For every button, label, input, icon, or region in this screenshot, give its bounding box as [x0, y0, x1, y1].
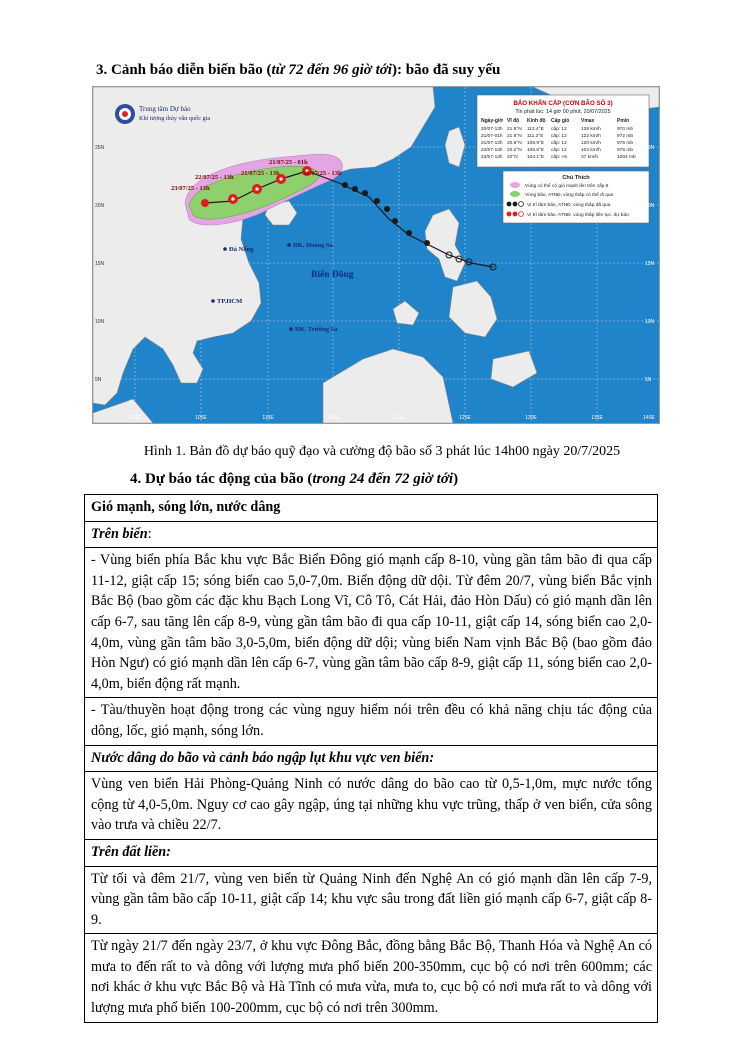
- svg-text:975 mb: 975 mb: [617, 141, 633, 146]
- svg-text:104 km/h: 104 km/h: [581, 148, 601, 153]
- sea-para1-cell: - Vùng biển phía Bắc khu vực Bắc Biển Đông gió mạnh cấp 8-10, vùng gần tâm bão đi qua cấp 11-12, giật cấp 15; sóng biển cao 5,0-7,0m. Biển động dữ dội. Từ đêm 20/7, vùng biển Bắc vịnh Bắc Bộ (bao gồm các đặc khu Bạch Long Vĩ, Cô Tô, Cát Hải, đảo Hòn Dấu) có gió mạnh dần lên cấp 6-7, sau tăng lên cấp 8-9, vùng gần tâm bão đi qua cấp 10-11, giật cấp 14, sóng biển cao 2,0-4,0m, vùng gần tâm bão 3,0-5,0m, biển động dữ dội; vùng biển Nam vịnh Bắc Bộ (bao gồm đảo Hòn Ngư) có gió mạnh dần lên cấp 6-7, vùng gần tâm bão cấp 8-9, giật cấp 11, sóng biển cao 2,0-4,0m, biển động rất mạnh.: [85, 548, 658, 698]
- svg-text:15N: 15N: [645, 261, 655, 267]
- past-position: [406, 230, 412, 236]
- past-position: [392, 218, 398, 224]
- figure-caption: Hình 1. Bản đồ dự báo quỹ đạo và cường độ bão số 3 phát lúc 14h00 ngày 20/7/2025: [143, 444, 621, 459]
- track-label: 22/07/25 - 13h: [195, 174, 234, 181]
- agency-name-line2: Khí tượng thủy văn quốc gia: [139, 115, 211, 122]
- section-3-prefix: 3. Cảnh báo diễn biến bão (: [96, 62, 272, 78]
- impact-header-cell: Gió mạnh, sóng lớn, nước dâng: [85, 495, 658, 522]
- svg-text:cấp: 12: cấp: 12: [551, 141, 567, 146]
- svg-text:108.9°E: 108.9°E: [527, 141, 545, 146]
- section-3-italic: từ 72 đến 96 giờ tới: [271, 62, 392, 78]
- impact-row-sea-para1: [85, 548, 658, 698]
- sea-heading-colon: :: [147, 525, 152, 542]
- svg-text:cấp: 12: cấp: 12: [551, 134, 567, 139]
- bulletin-title: BẢO KHẨN CẤP (CƠN BÃO SỐ 3): [513, 100, 613, 107]
- map-svg: [93, 87, 659, 423]
- forecast-position: [201, 199, 209, 207]
- track-label: 23/07/25 - 13h: [171, 185, 210, 192]
- sea-para2-cell: - Tàu/thuyền hoạt động trong các vùng nguy hiểm nói trên đều có khả năng chịu tác động của dông, lốc, gió mạnh, sóng lớn.: [85, 698, 658, 745]
- past-position: [342, 182, 348, 188]
- svg-text:Pmin: Pmin: [617, 118, 630, 124]
- svg-text:21.6°N: 21.6°N: [507, 134, 522, 139]
- svg-text:25N: 25N: [95, 145, 105, 151]
- svg-text:25N: 25N: [645, 145, 655, 151]
- svg-text:10N: 10N: [95, 319, 105, 325]
- legend-storm-swatch: [510, 191, 520, 197]
- svg-text:21/07-01h: 21/07-01h: [481, 134, 503, 139]
- land-heading-cell: Trên đất liền:: [85, 839, 658, 866]
- track-label: 20/07/25 - 13h: [303, 170, 342, 177]
- section-4-heading: [130, 471, 458, 488]
- svg-text:20.8°N: 20.8°N: [507, 141, 522, 146]
- svg-text:21.9°N: 21.9°N: [507, 127, 522, 132]
- svg-text:104.1°E: 104.1°E: [527, 155, 545, 160]
- svg-text:21/07-13h: 21/07-13h: [481, 141, 503, 146]
- svg-text:106.6°E: 106.6°E: [527, 148, 545, 153]
- svg-text:1004 mb: 1004 mb: [617, 155, 636, 160]
- agency-name-line1: Trung tâm Dự báo: [139, 105, 191, 113]
- past-position: [384, 206, 390, 212]
- svg-text:20/07-13h: 20/07-13h: [481, 127, 503, 132]
- impact-row-land-para: [85, 866, 658, 934]
- svg-text:972 mb: 972 mb: [617, 134, 633, 139]
- section-4-suffix: ): [453, 471, 459, 487]
- svg-text:cấp: <6: cấp: <6: [551, 155, 567, 160]
- agency-logo: [115, 104, 135, 124]
- legend-item: Vùng có thể có gió mạnh lên trên cấp 6: [525, 184, 609, 189]
- svg-text:970 mb: 970 mb: [617, 127, 633, 132]
- svg-text:Cấp gió: Cấp gió: [551, 118, 570, 124]
- sea-heading: Trên biển: [91, 525, 148, 542]
- legend-wind-swatch: [510, 182, 520, 188]
- svg-text:20N: 20N: [645, 203, 655, 209]
- svg-text:120E: 120E: [393, 415, 405, 421]
- bulletin-issued: Tin phát lúc: 14 giờ 00 phút, 20/07/2025: [515, 109, 611, 115]
- impact-row-surge-para: [85, 772, 658, 840]
- rain-para-cell: Từ ngày 21/7 đến ngày 23/7, ở khu vực Đông Bắc, đồng bằng Bắc Bộ, Thanh Hóa và Nghệ An có mưa to đến rất to và dông với lượng mưa phổ biến 200-350mm, cục bộ có nơi trên 600mm; các nơi khác ở khu vực Bắc Bộ và Hà Tĩnh có mưa vừa, mưa to, cục bộ có nơi mưa rất to và dông với lượng mưa phổ biến 100-200mm, cục bộ có nơi trên 300mm.: [85, 934, 658, 1022]
- agency-logo-core: [122, 111, 128, 117]
- svg-text:cấp: 12: cấp: 12: [551, 148, 567, 153]
- place-truong-sa: ĐK. Trường Sa: [295, 326, 338, 333]
- place-tp-hcm: TP.HCM: [217, 298, 243, 305]
- place-bien-dong: Biển Đông: [311, 270, 354, 280]
- land-para-cell: Từ tối và đêm 21/7, vùng ven biển từ Quảng Ninh đến Nghệ An có gió mạnh dần lên cấp 7-9, vùng gần tâm bão cấp 10-11, giật cấp 14; khu vực sâu trong đất liền gió mạnh cấp 6-7, giật cấp 8-9.: [85, 866, 658, 934]
- svg-text:22/07-13h: 22/07-13h: [481, 148, 503, 153]
- past-position: [352, 186, 358, 192]
- svg-text:Vmax: Vmax: [581, 118, 595, 124]
- surge-heading-cell: Nước dâng do bão và cảnh báo ngập lụt khu vực ven biển:: [85, 745, 658, 772]
- svg-text:Ngày-giờ: Ngày-giờ: [481, 118, 503, 124]
- section-3-heading: [96, 62, 656, 79]
- svg-text:Kinh độ: Kinh độ: [527, 118, 546, 124]
- svg-text:5N: 5N: [645, 377, 652, 383]
- svg-text:37 km/h: 37 km/h: [581, 155, 599, 160]
- sea-heading-cell: [85, 521, 658, 548]
- svg-text:15N: 15N: [95, 261, 105, 267]
- legend-item: Vị trí tâm bão, ATNĐ, vùng thấp đã qua: [527, 203, 611, 208]
- svg-text:111.2°E: 111.2°E: [527, 134, 544, 139]
- svg-text:975 mb: 975 mb: [617, 148, 633, 153]
- svg-text:20°N: 20°N: [507, 155, 518, 160]
- svg-text:100E: 100E: [129, 415, 141, 421]
- svg-text:135E: 135E: [591, 415, 603, 421]
- svg-text:130E: 130E: [525, 415, 537, 421]
- impact-row-surge-heading: [85, 745, 658, 772]
- impact-table: [84, 494, 658, 1023]
- track-label: 21/07/25 - 01h: [269, 159, 308, 166]
- place-da-nang: Đà Nẵng: [229, 246, 254, 253]
- legend-item: Vị trí tâm bão, ATNĐ, vùng thấp liên tục, dự báo: [527, 213, 629, 218]
- impact-row-rain: [85, 934, 658, 1022]
- svg-text:126 km/h: 126 km/h: [581, 127, 601, 132]
- svg-text:113.4°E: 113.4°E: [527, 127, 544, 132]
- impact-row-land-heading: [85, 839, 658, 866]
- svg-text:20N: 20N: [95, 203, 105, 209]
- surge-para-cell: Vùng ven biển Hải Phòng-Quảng Ninh có nước dâng do bão cao từ 0,5-1,0m, mực nước tổng cộng từ 4,0-5,0m. Nguy cơ cao gây ngập, úng tại những khu vực trũng, thấp ở ven biển, cửa sông vào trưa và chiều 22/7.: [85, 772, 658, 840]
- svg-text:5N: 5N: [95, 377, 102, 383]
- svg-text:105E: 105E: [195, 415, 207, 421]
- svg-text:120 km/h: 120 km/h: [581, 141, 601, 146]
- storm-forecast-map: [92, 86, 660, 424]
- past-position: [374, 198, 380, 204]
- past-position: [362, 190, 368, 196]
- svg-text:10N: 10N: [645, 319, 655, 325]
- svg-text:23/07-13h: 23/07-13h: [481, 155, 503, 160]
- impact-row-sea-heading: [85, 521, 658, 548]
- svg-text:122 km/h: 122 km/h: [581, 134, 601, 139]
- svg-text:cấp: 12: cấp: 12: [551, 127, 567, 132]
- svg-text:110E: 110E: [262, 415, 274, 421]
- track-label: 21/07/25 - 13h: [241, 170, 280, 177]
- section-4-italic: trong 24 đến 72 giờ tới: [312, 471, 454, 487]
- impact-row-sea-para2: [85, 698, 658, 745]
- svg-text:115E: 115E: [327, 415, 339, 421]
- past-position: [424, 240, 430, 246]
- section-4-prefix: 4. Dự báo tác động của bão (: [130, 471, 313, 487]
- legend-item: Vùng bão, ATNĐ, vùng thấp có thể đi qua: [525, 193, 614, 198]
- svg-text:140E: 140E: [643, 415, 655, 421]
- place-hoang-sa: ĐK. Hoàng Sa: [293, 242, 333, 249]
- impact-row-header: [85, 495, 658, 522]
- svg-text:125E: 125E: [459, 415, 471, 421]
- svg-text:20.2°N: 20.2°N: [507, 148, 522, 153]
- bulletin-box: [477, 95, 649, 167]
- legend-title: Chú Thích: [562, 175, 590, 181]
- section-3-suffix: ): bão đã suy yếu: [391, 62, 501, 78]
- svg-text:Vĩ độ: Vĩ độ: [507, 118, 520, 124]
- legend-box: [503, 171, 649, 223]
